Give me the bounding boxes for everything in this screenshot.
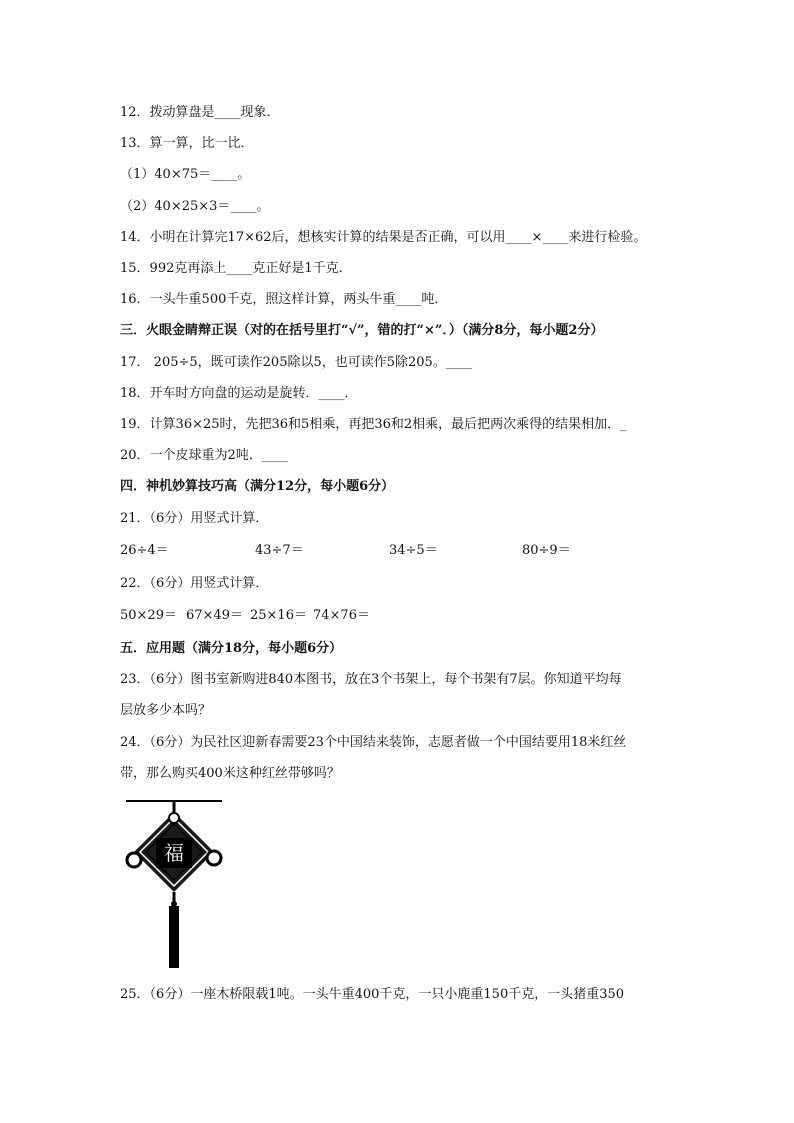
question-13-part-1: （1）40×75＝____。 — [120, 167, 251, 182]
section-4-title: 四．神机妙算技巧高（满分12分，每小题6分） — [120, 479, 395, 494]
question-13-part-2: （2）40×25×3＝____。 — [120, 199, 270, 214]
question-15: 15．992克再添上____克正好是1千克． — [120, 261, 352, 276]
tassel — [169, 906, 179, 968]
question-23-line-2: 层放多少本吗？ — [120, 703, 212, 718]
q21-item: 43÷7＝ — [255, 543, 304, 558]
section-3-title: 三．火眼金睛辩正误（对的在括号里打“√”，错的打“×”．）（满分8分，每小题2分） — [120, 323, 604, 338]
question-18: 18．开车时方向盘的运动是旋转．____． — [120, 386, 358, 401]
q21-item: 80÷9＝ — [522, 543, 571, 558]
q21-item: 34÷5＝ — [389, 543, 438, 558]
question-23-line-1: 23．（6分）图书室新购进840本图书，放在3个书架上，每个书架有7层。你知道平均每 — [120, 672, 622, 687]
q21-item: 26÷4＝ — [120, 543, 169, 558]
question-14: 14．小明在计算完17×62后，想核实计算的结果是否正确，可以用____×____来进行检验。 — [120, 230, 647, 245]
section-5-title: 五．应用题（满分18分，每小题6分） — [120, 641, 343, 656]
q22-item: 74×76＝ — [313, 608, 370, 623]
question-22: 22．（6分）用竖式计算． — [120, 576, 269, 591]
q22-item: 25×16＝ — [250, 608, 307, 623]
question-19: 19．计算36×25时，先把36和5相乘，再把36和2相乘，最后把两次乘得的结果相加．_ — [120, 417, 627, 432]
question-24-line-1: 24．（6分）为民社区迎新春需要23个中国结来装饰，志愿者做一个中国结要用18米红丝 — [120, 735, 627, 750]
knot-ornament — [127, 812, 221, 892]
question-25-line-1: 25．（6分）一座木桥限载1吨。一头牛重400千克，一只小鹿重150千克，一头猪重350 — [120, 987, 625, 1002]
question-12: 12．拨动算盘是____现象． — [120, 105, 280, 120]
q22-item: 50×29＝ — [120, 608, 177, 623]
q22-item: 67×49＝ — [186, 608, 243, 623]
question-16: 16．一头牛重500千克，照这样计算，两头牛重____吨． — [120, 292, 448, 307]
fu-character: 福 — [164, 841, 184, 865]
question-24-line-2: 带，那么购买400米这种红丝带够吗？ — [120, 766, 340, 781]
question-13: 13．算一算，比一比． — [120, 136, 254, 151]
question-17: 17． 205÷5，既可读作205除以5，也可读作5除205。____ — [120, 355, 472, 370]
question-20: 20．一个皮球重为2吨．____ — [120, 448, 288, 463]
chinese-knot-image — [120, 798, 228, 970]
question-21: 21．（6分）用竖式计算． — [120, 511, 269, 526]
